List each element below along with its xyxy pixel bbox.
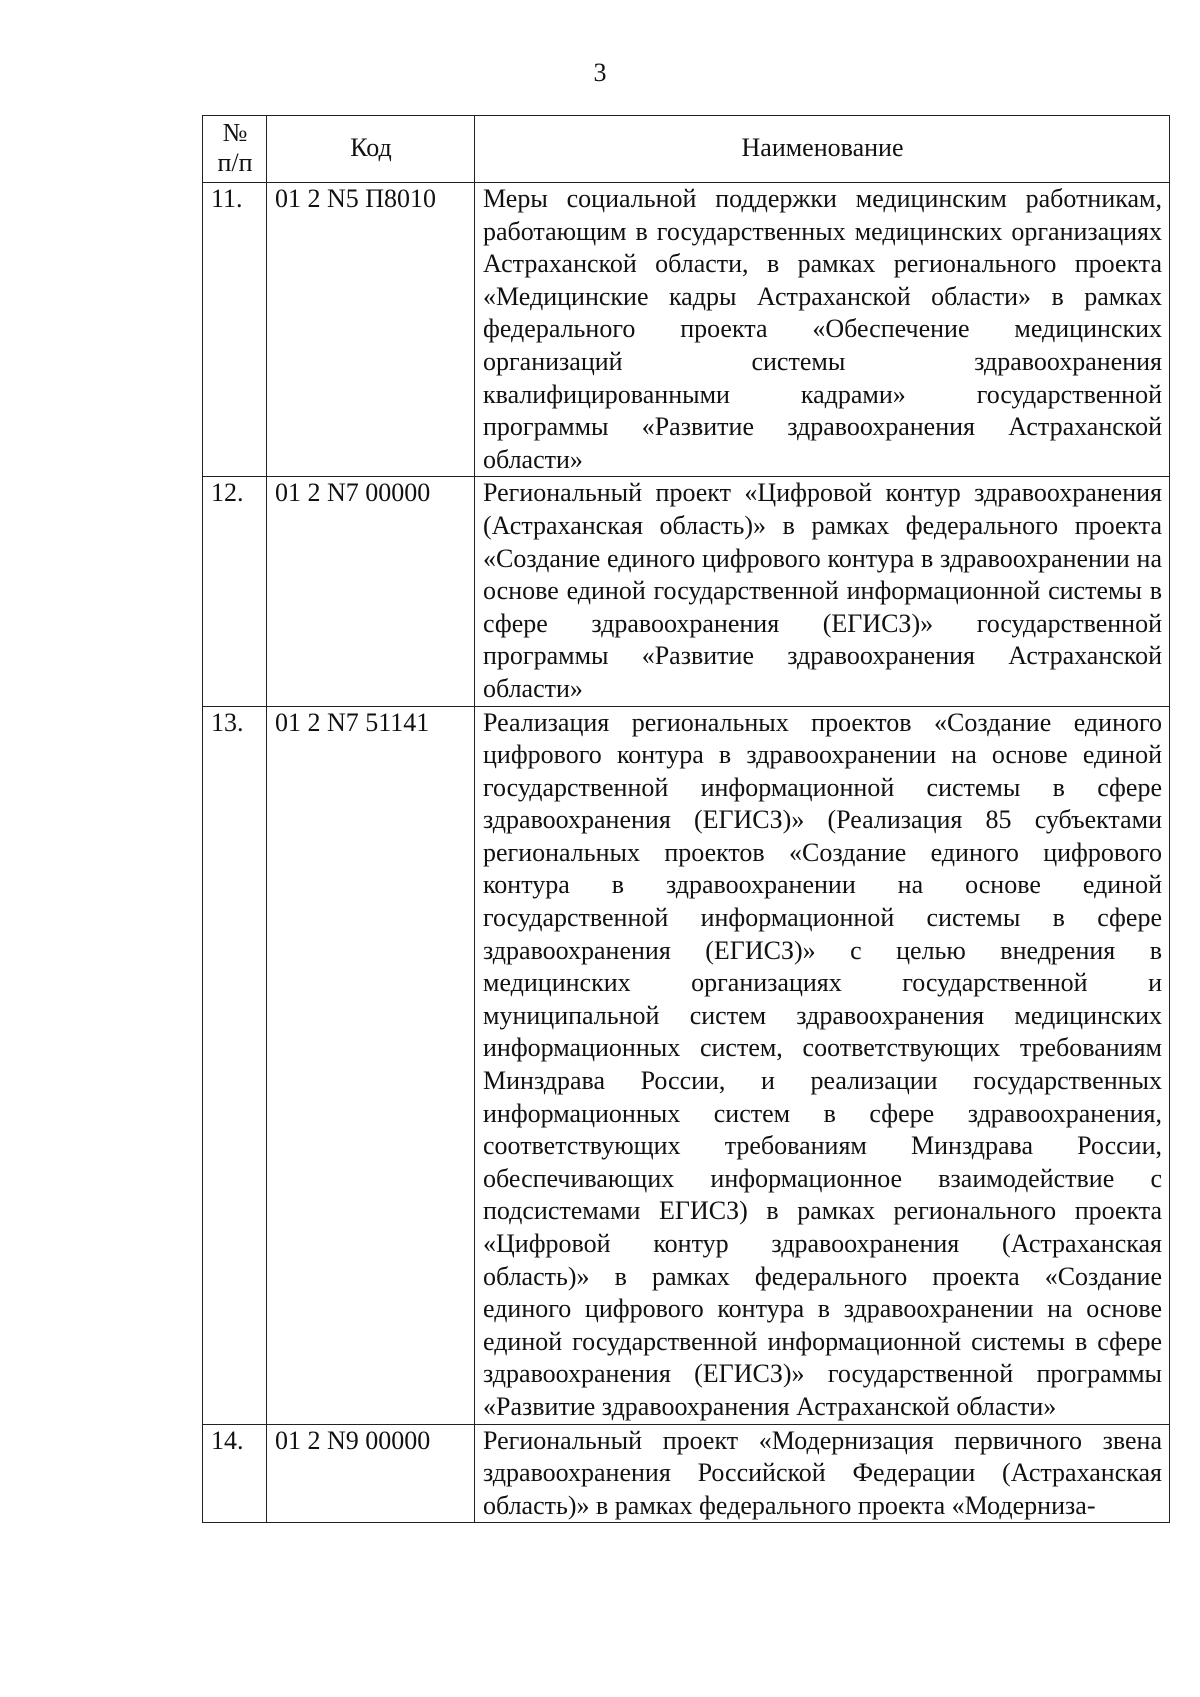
table-row [203,183,1170,477]
row-code: 01 2 N7 51141 [267,706,475,1424]
row-code: 01 2 N9 00000 [267,1424,475,1523]
table-row [203,477,1170,706]
header-num: № п/п [203,116,267,183]
table-header-row [203,116,1170,183]
row-num: 13. [203,706,267,1424]
table-row [203,706,1170,1424]
row-name: Меры социальной поддержки медицинским работникам, работающим в государственных медицинских организациях Астраханской области, в рамках регионального проекта «Медицинские кадры Астраханской области» в рамках федерального проекта «Обеспечение медицинских организаций системы здравоохранения квалифицированными кадрами» государственной программы «Развитие здравоохранения Астраханской области» [475,183,1170,477]
table-row [203,1424,1170,1523]
row-num: 14. [203,1424,267,1523]
row-code: 01 2 N5 П8010 [267,183,475,477]
codes-table [202,115,1170,1523]
header-name: Наименование [475,116,1170,183]
row-num: 11. [203,183,267,477]
row-code: 01 2 N7 00000 [267,477,475,706]
row-name: Региональный проект «Модернизация первичного звена здравоохранения Российской Федерации (Астраханская область)» в рамках федерального проекта «Модерниза- [475,1424,1170,1523]
row-name: Региональный проект «Цифровой контур здравоохранения (Астраханская область)» в рамках федерального проекта «Создание единого цифрового контура в здравоохранении на основе единой государственной информационной системы в сфере здравоохранения (ЕГИСЗ)» государственной программы «Развитие здравоохранения Астраханской области» [475,477,1170,706]
row-num: 12. [203,477,267,706]
header-code: Код [267,116,475,183]
row-name: Реализация региональных проектов «Создание единого цифрового контура в здравоохранении на основе единой государственной информационной системы в сфере здравоохранения (ЕГИСЗ)» (Реализация 85 субъектами региональных проектов «Создание единого цифрового контура в здравоохранении на основе единой государственной информационной системы в сфере здравоохранения (ЕГИСЗ)» с целью внедрения в медицинских организациях государственной и муниципальной систем здравоохранения медицинских информационных систем, соответствующих требованиям Минздрава России, и реализации государственных информационных систем в сфере здравоохранения, соответствующих требованиям Минздрава России, обеспечивающих информационное взаимодействие с подсистемами ЕГИСЗ) в рамках регионального проекта «Цифровой контур здравоохранения (Астраханская область)» в рамках федерального проекта «Создание единого цифрового контура в здравоохранении на основе единой государственной информационной системы в сфере здравоохранения (ЕГИСЗ)» государственной программы «Развитие здравоохранения Астраханской области» [475,706,1170,1424]
page-number: 3 [593,58,607,87]
